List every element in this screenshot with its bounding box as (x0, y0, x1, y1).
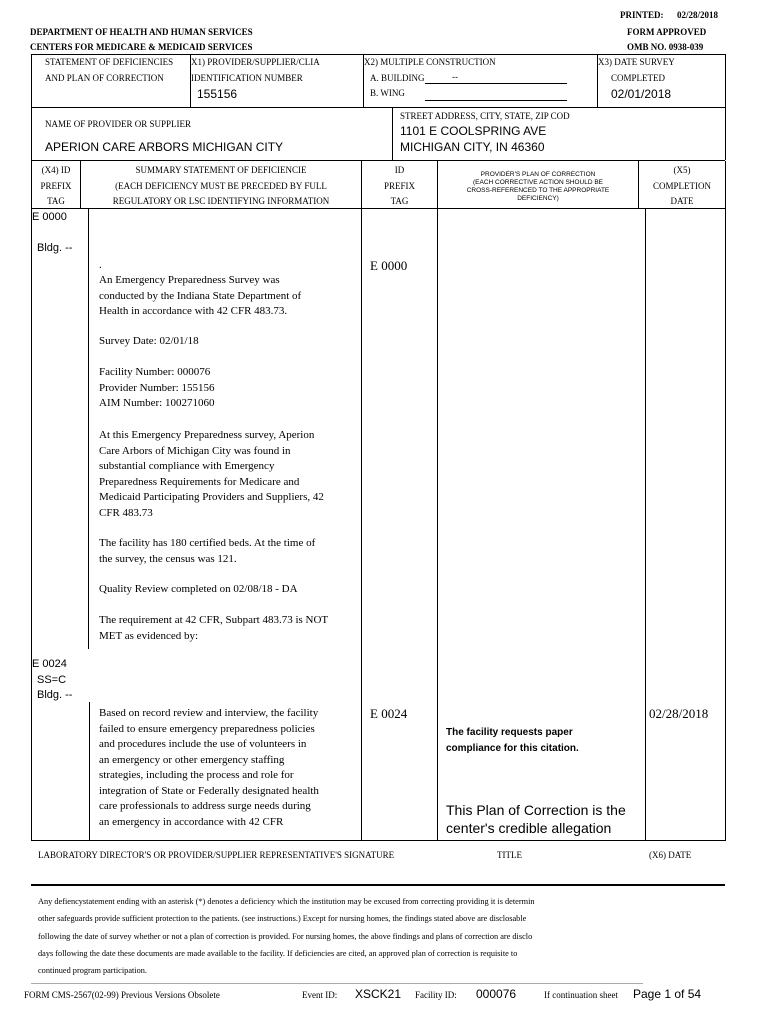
paragraph-line: Facility Number: 000076 (99, 366, 211, 378)
plan-header-1: PROVIDER'S PLAN OF CORRECTION (480, 171, 596, 178)
x4-header-3: TAG (47, 196, 65, 206)
printed-label: PRINTED: (620, 10, 664, 20)
multiple-construction-label: X2) MULTIPLE CONSTRUCTION (364, 57, 496, 67)
paragraph-line: an emergency or other emergency staffing (99, 753, 285, 766)
paragraph-line: care professionals to address surge needs during (99, 800, 311, 812)
paragraph-line: AIM Number: 100271060 (99, 397, 215, 409)
x5-header-1: (X5) (673, 165, 691, 175)
summary-header-2: (EACH DEFICIENCY MUST BE PRECEDED BY FULL (115, 181, 327, 191)
paragraph-line: The facility has 180 certified beds. At the time of (99, 537, 316, 549)
box2-right-border (725, 108, 726, 160)
paragraph-line: Based on record review and interview, the facility (99, 707, 319, 719)
paragraph-line: Preparedness Requirements for Medicare and (99, 475, 300, 488)
x4-header-2: PREFIX (40, 181, 72, 191)
e0000-tag: E 0000 (32, 211, 67, 223)
page-number: Page 1 of 54 (633, 987, 702, 1001)
table-left-border (31, 161, 32, 841)
paragraph-line: Health in accordance with 42 CFR 483.73. (99, 305, 288, 317)
box2-divider (392, 108, 393, 160)
paragraph-line: the survey, the census was 121. (99, 552, 237, 565)
plan-header-4: DEFICIENCY) (517, 195, 559, 202)
statement-label-1: STATEMENT OF DEFICIENCIES (45, 57, 174, 67)
event-id-value: XSCK21 (355, 987, 402, 1001)
table-right-border (725, 161, 726, 841)
box1-top-border (31, 54, 725, 55)
paragraph-line: An Emergency Preparedness Survey was (99, 274, 280, 286)
form-approved: FORM APPROVED (627, 27, 707, 37)
form-number: FORM CMS-2567(02-99) Previous Versions Obsolete (24, 990, 220, 1000)
col-divider-id (437, 161, 438, 841)
paragraph-finding (99, 706, 359, 830)
box1-right-border (725, 54, 726, 108)
footnote-line: Any defiencystatement ending with an asterisk (*) denotes a deficiency which the institution may be excused from correcting providing it is determin (38, 897, 535, 906)
provider-label-2: IDENTIFICATION NUMBER (191, 73, 303, 83)
date-survey-value: 02/01/2018 (611, 87, 672, 101)
paragraph-line: Care Arbors of Michigan City was found in (99, 444, 291, 457)
plan-allegation-line: center's credible allegation (446, 820, 612, 836)
summary-header-3: REGULATORY OR LSC IDENTIFYING INFORMATION (112, 196, 330, 206)
plan-allegation (446, 801, 626, 837)
x6-date-label: (X6) DATE (649, 850, 692, 860)
plan-allegation-line: This Plan of Correction is the (446, 802, 626, 818)
paragraph-line: substantial compliance with Emergency (99, 460, 275, 472)
provider-name: APERION CARE ARBORS MICHIGAN CITY (45, 140, 284, 154)
title-label: TITLE (497, 850, 522, 860)
box1-bottom-border (31, 107, 725, 108)
signature-divider (31, 884, 725, 886)
paragraph-requirement (99, 613, 359, 644)
id-header-2: PREFIX (383, 181, 415, 191)
paragraph-line: Quality Review completed on 02/08/18 - DA (99, 583, 298, 595)
plan-request-line: compliance for this citation. (446, 743, 579, 754)
provider-number: 155156 (197, 87, 238, 101)
col-divider-x4-body-lower (89, 702, 90, 841)
header-row-bottom-border (31, 208, 725, 209)
paragraph-line: At this Emergency Preparedness survey, Aperion (99, 429, 315, 441)
centers-title: CENTERS FOR MEDICARE & MEDICAID SERVICES (30, 42, 253, 52)
footnote-line: days following the date these documents are made available to the facility. If deficiencies are cited, an approved plan of correction is requisite to (38, 948, 518, 958)
paragraph-line: Survey Date: 02/01/18 (99, 335, 199, 347)
footnote-line: continued program participation. (38, 966, 147, 976)
street-address-label: STREET ADDRESS, CITY, STATE, ZIP COD (400, 111, 570, 121)
department-title: DEPARTMENT OF HEALTH AND HUMAN SERVICES (30, 27, 253, 37)
footnote-line: following the date of survey whether or not a plan of correction is provided. For nursing homes, the above findings and plans of correction are disclo (38, 931, 533, 941)
paragraph-line: failed to ensure emergency preparedness policies (99, 722, 315, 735)
paragraph-line: and procedures include the use of volunteers in (99, 738, 307, 750)
building-value: -- (452, 72, 458, 82)
box2-bottom-border (31, 160, 725, 161)
paragraph-line: MET as evidenced by: (99, 629, 199, 642)
x5-header-2: COMPLETION (653, 181, 711, 191)
omb-number: OMB NO. 0938-039 (627, 42, 704, 52)
paragraph-line: The requirement at 42 CFR, Subpart 483.73 is NOT (99, 614, 329, 626)
facility-id-label: Facility ID: (415, 990, 457, 1000)
plan-request-line: The facility requests paper (446, 727, 573, 738)
col-divider-x5-body (645, 209, 646, 841)
paragraph-line: Medicaid Participating Providers and Suppliers, 42 (99, 491, 324, 503)
paragraph-line: strategies, including the process and role for (99, 769, 294, 781)
paragraph-line: an emergency in accordance with 42 CFR (99, 815, 284, 828)
table-bottom-border (31, 840, 725, 841)
box2-left-border (31, 108, 32, 160)
paragraph-quality-review (99, 582, 359, 598)
paragraph-compliance (99, 428, 359, 521)
id-header-3: TAG (390, 196, 409, 206)
provider-name-label: NAME OF PROVIDER OR SUPPLIER (45, 119, 192, 129)
e0024-tag: E 0024 (32, 658, 67, 670)
statement-label-2: AND PLAN OF CORRECTION (45, 73, 164, 83)
paragraph-facility-ids (99, 365, 359, 412)
street-address-line1: 1101 E COOLSPRING AVE (400, 124, 547, 138)
plan-request (446, 725, 579, 757)
continuation-label: If continuation sheet (544, 990, 618, 1000)
e0024-scope-severity: SS=C (37, 674, 67, 686)
plan-header-3: CROSS-REFERENCED TO THE APPROPRIATE (466, 187, 610, 194)
e0000-building: Bldg. -- (37, 242, 73, 254)
e0024-building: Bldg. -- (37, 689, 73, 701)
paragraph-survey-date (99, 334, 359, 350)
paragraph-line: CFR 483.73 (99, 506, 153, 519)
paragraph-line: conducted by the Indiana State Department of (99, 289, 302, 302)
street-address-line2: MICHIGAN CITY, IN 46360 (400, 140, 545, 154)
summary-dot: . (99, 259, 102, 271)
e0024-completion-date: 02/28/2018 (649, 706, 709, 721)
provider-label-1: X1) PROVIDER/SUPPLIER/CLIA (191, 57, 320, 67)
paragraph-census (99, 536, 359, 567)
footnote-line: other safeguards provide sufficient protection to the patients. (see instructions.) Except for nursing homes, the findings stated above are disclosable (38, 914, 527, 924)
facility-id-value: 000076 (476, 987, 517, 1001)
x4-header-1: (X4) ID (41, 165, 71, 175)
col-divider-x4-body (88, 209, 89, 649)
col-divider-summary (361, 161, 362, 841)
footer-rule (31, 983, 643, 984)
event-id-label: Event ID: (302, 990, 338, 1000)
footnote (38, 893, 535, 979)
summary-header-1: SUMMARY STATEMENT OF DEFICIENCIE (135, 165, 307, 175)
wing-label: B. WING (370, 88, 405, 98)
e0000-id-tag: E 0000 (370, 258, 408, 273)
id-header-1: ID (394, 165, 405, 175)
x5-header-3: DATE (670, 196, 694, 206)
paragraph-line: integration of State or Federally designated health (99, 784, 319, 797)
wing-underline (425, 100, 567, 101)
building-label: A. BUILDING (370, 73, 425, 83)
box1-left-border (31, 54, 32, 108)
e0024-id-tag: E 0024 (370, 706, 408, 721)
paragraph-survey-intro (99, 273, 359, 320)
printed-date: 02/28/2018 (677, 10, 719, 20)
building-underline (425, 83, 567, 84)
plan-header-2: (EACH CORRECTIVE ACTION SHOULD BE (472, 179, 604, 186)
signature-label: LABORATORY DIRECTOR'S OR PROVIDER/SUPPLIER REPRESENTATIVE'S SIGNATURE (38, 850, 395, 860)
date-survey-label-2: COMPLETED (611, 73, 665, 83)
paragraph-line: Provider Number: 155156 (99, 381, 215, 394)
date-survey-label-1: X3) DATE SURVEY (598, 57, 675, 67)
